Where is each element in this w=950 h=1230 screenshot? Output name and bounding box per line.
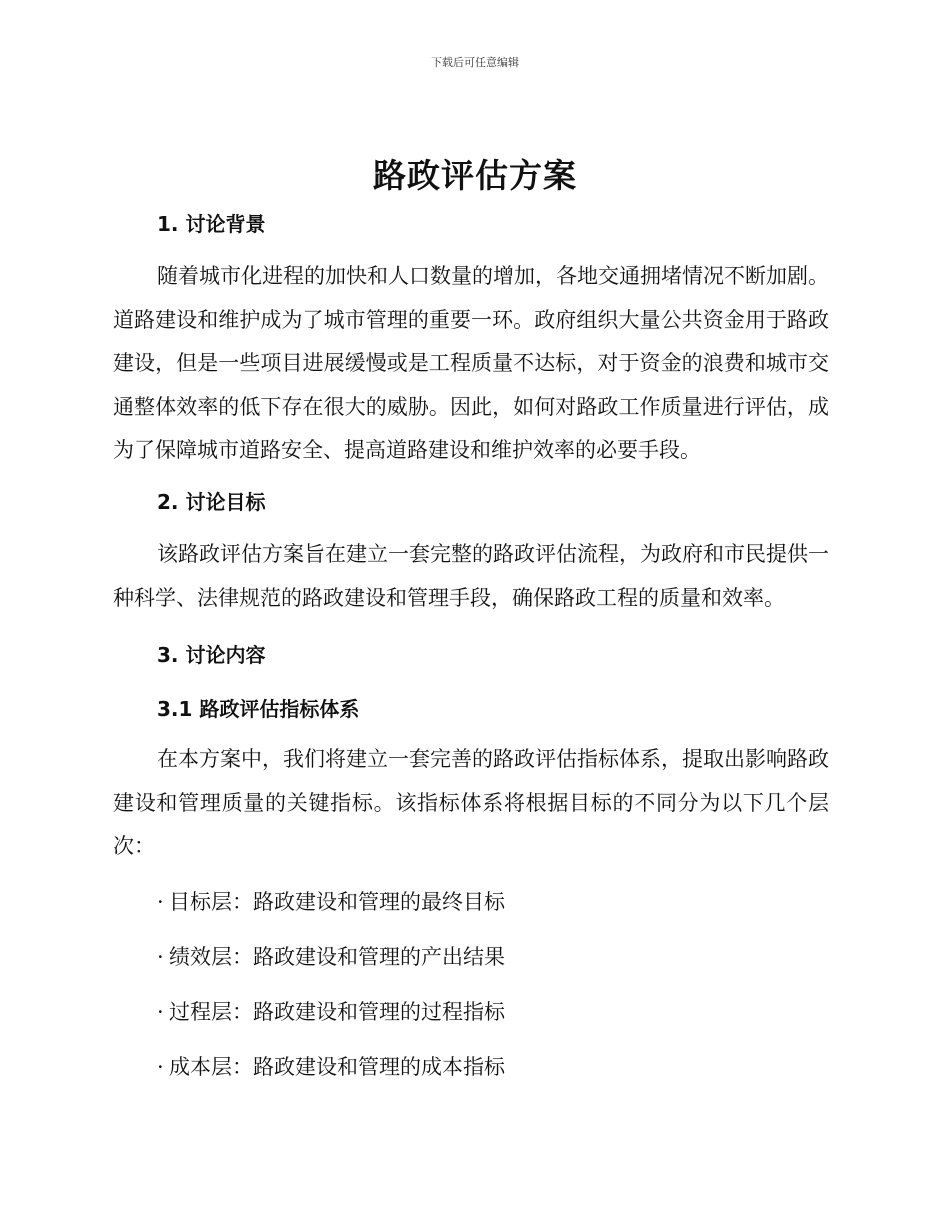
bullet-icon: · [157,1055,164,1079]
section-heading-goals: 2. 讨论目标 [157,490,266,514]
subsection-heading-indicator-system: 3.1 路政评估指标体系 [157,697,360,721]
bullet-icon: · [157,890,164,914]
section-heading-content: 3. 讨论内容 [157,643,266,667]
section-heading-background: 1. 讨论背景 [157,212,266,236]
list-item [157,996,505,1026]
list-item-text: 过程层：路政建设和管理的过程指标 [169,1000,505,1024]
bullet-icon: · [157,1000,164,1024]
page-title: 路政评估方案 [373,156,577,195]
list-item-text: 绩效层：路政建设和管理的产出结果 [169,945,505,969]
list-item [157,941,505,971]
section-paragraph-background: 随着城市化进程的加快和人口数量的增加，各地交通拥堵情况不断加剧。道路建设和维护成为了城市管理的重要一环。政府组织大量公共资金用于路政建设，但是一些项目进展缓慢或是工程质量不达标，对于资金的浪费和城市交通整体效率的低下存在很大的威胁。因此，如何对路政工作质量进行评估，成为了保障城市道路安全、提高道路建设和维护效率的必要手段。 [113,264,829,462]
list-item [157,886,505,916]
bullet-icon: · [157,945,164,969]
list-item [157,1051,505,1081]
section-paragraph-goals: 该路政评估方案旨在建立一套完整的路政评估流程，为政府和市民提供一种科学、法律规范的路政建设和管理手段，确保路政工程的质量和效率。 [113,542,829,610]
list-item-text: 成本层：路政建设和管理的成本指标 [169,1055,505,1079]
header-note: 下载后可任意编辑 [431,56,519,69]
list-item-text: 目标层：路政建设和管理的最终目标 [169,890,505,914]
section-paragraph-indicator-system: 在本方案中，我们将建立一套完善的路政评估指标体系，提取出影响路政建设和管理质量的关键指标。该指标体系将根据目标的不同分为以下几个层次： [113,747,829,858]
